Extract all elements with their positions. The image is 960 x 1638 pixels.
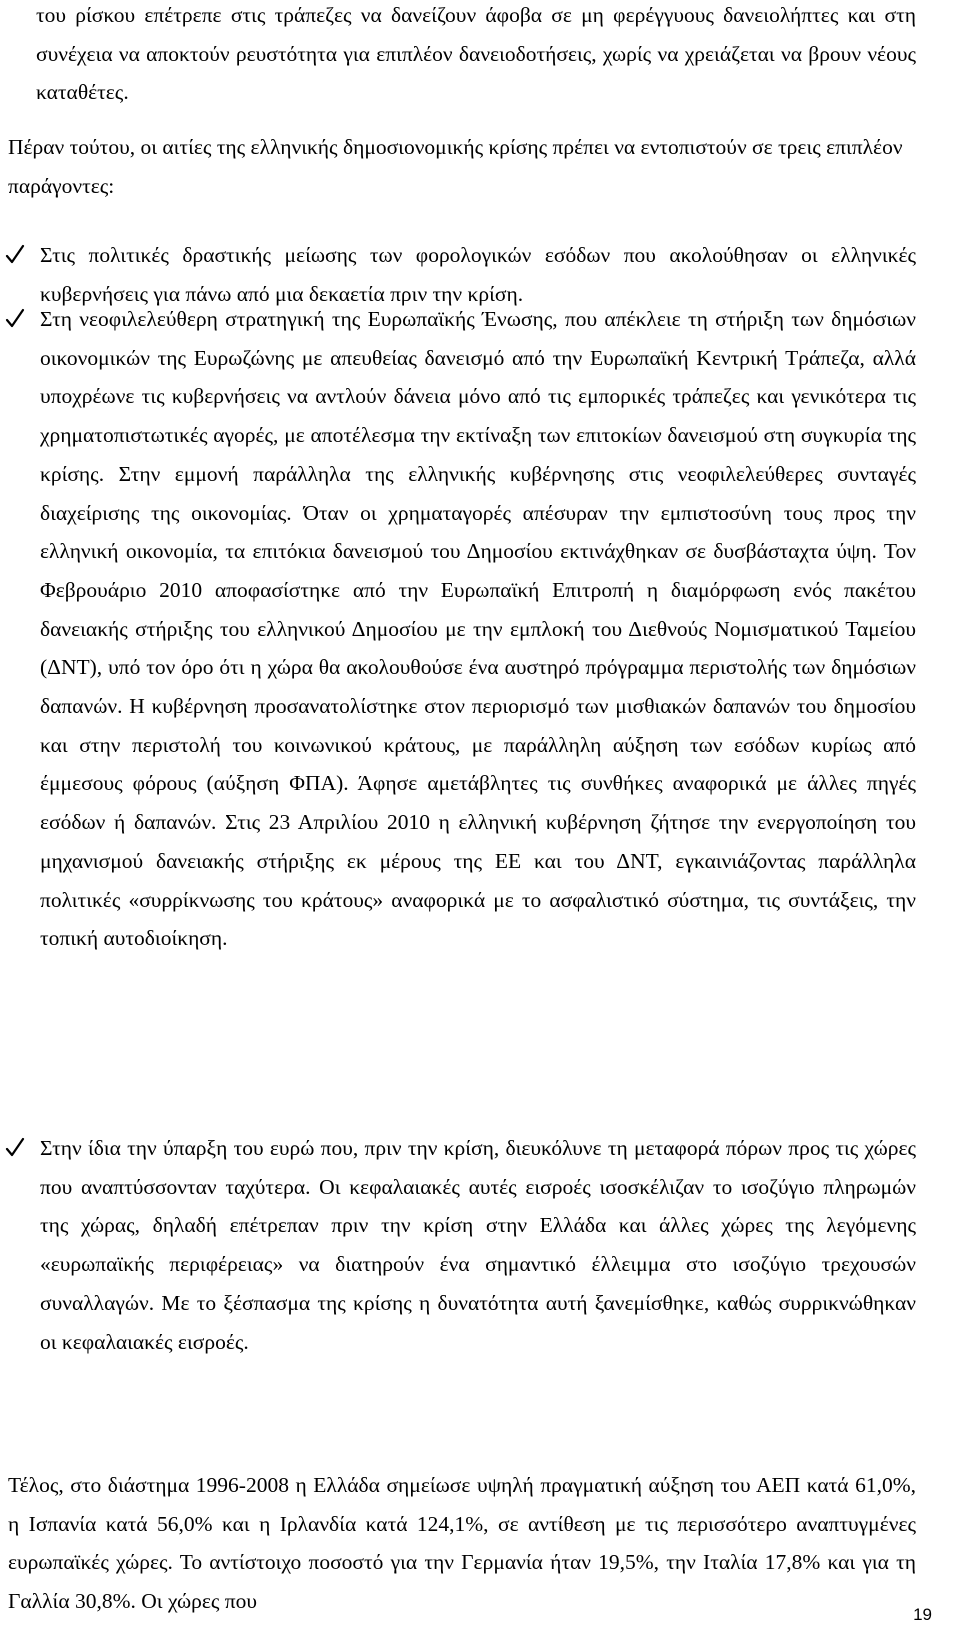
paragraph-top: του ρίσκου επέτρεπε στις τράπεζες να δανείζουν άφοβα σε μη φερέγγυους δανειολήπτες και στη συνέχεια να αποκτούν ρευστότητα για επιπλέον δανειοδοτήσεις, χωρίς να χρειάζεται να βρουν νέους καταθέτες. [36, 3, 916, 105]
checkmark-icon [4, 236, 28, 274]
checkmark-icon [4, 1129, 28, 1167]
bullet-item-2 [40, 300, 916, 958]
bullet-text-2: Στη νεοφιλελεύθερη στρατηγική της Ευρωπαϊκής Ένωσης, που απέκλειε τη στήριξη των δημόσιων οικονομικών της Ευρωζώνης με απευθείας δανεισμό από την Ευρωπαϊκή Κεντρική Τράπεζα, αλλά υποχρέωνε τις κυβερνήσεις να αντλούν δάνεια μόνο από τις εμπορικές τράπεζες και γενικότερα τις χρηματοπιστωτικές αγορές, με αποτέλεσμα την εκτίναξη των επιτοκίων δανεισμού στη συγκυρία της κρίσης. Στην εμμονή παράλληλα της ελληνικής κυβέρνησης στις νεοφιλελεύθερες συνταγές διαχείρισης της οικονομίας. Όταν οι χρηματαγορές απέσυραν την εμπιστοσύνη τους προς την ελληνική οικονομία, τα επιτόκια δανεισμού του Δημοσίου εκτινάχθηκαν σε δυσβάσταχτα ύψη. Τον Φεβρουάριο 2010 αποφασίστηκε από την Ευρωπαϊκή Επιτροπή η διαμόρφωση ενός πακέτου δανειακής στήριξης του ελληνικού Δημοσίου με την εμπλοκή του Διεθνούς Νομισματικού Ταμείου (ΔΝΤ), υπό τον όρο ότι η χώρα θα ακολουθούσε ένα αυστηρό πρόγραμμα περιστολής των δημόσιων δαπανών. Η κυβέρνηση προσανατολίστηκε στον περιορισμό των μισθιακών δαπανών του δημοσίου και στην περιστολή του κοινωνικού κράτους, με παράλληλη αύξηση των εσόδων κυρίως από έμμεσους φόρους (αύξηση ΦΠΑ). Άφησε αμετάβλητες τις συνθήκες αναφορικά με άλλες πηγές εσόδων ή δαπανών. Στις 23 Απριλίου 2010 η ελληνική κυβέρνηση ζήτησε την ενεργοποίηση του μηχανισμού δανειακής στήριξης εκ μέρους της ΕΕ και του ΔΝΤ, εγκαινιάζοντας παράλληλα πολιτικές «συρρίκνωσης του κράτους» αναφορικά με το ασφαλιστικό σύστημα, τις συντάξεις, την τοπική αυτοδιοίκηση. [40, 307, 916, 951]
bullet-item-3 [40, 1129, 916, 1361]
bullet-text-1: Στις πολιτικές δραστικής μείωσης των φορολογικών εσόδων που ακολούθησαν οι ελληνικές κυβερνήσεις για πάνω από μια δεκαετία πριν την κρίση. [40, 243, 916, 306]
checkmark-icon [4, 300, 28, 338]
page-number: 19 [913, 1605, 932, 1624]
bullet-text-3: Στην ίδια την ύπαρξη του ευρώ που, πριν την κρίση, διευκόλυνε τη μεταφορά πόρων προς τις χώρες που αναπτύσσονταν ταχύτερα. Οι κεφαλαιακές αυτές εισροές ισοσκέλιζαν το ισοζύγιο πληρωμών της χώρας, δηλαδή επέτρεπαν πριν την κρίση στην Ελλάδα και άλλες χώρες της λεγόμενης «ευρωπαϊκής περιφέρειας» να διατηρούν ένα σημαντικό έλλειμμα στο ισοζύγιο τρεχουσών συναλλαγών. Με το ξέσπασμα της κρίσης η δυνατότητα αυτή ξανεμίσθηκε, καθώς συρρικνώθηκαν οι κεφαλαιακές εισροές. [40, 1136, 916, 1354]
paragraph-final: Τέλος, στο διάστημα 1996-2008 η Ελλάδα σημείωσε υψηλή πραγματική αύξηση του ΑΕΠ κατά 61,0%, η Ισπανία κατά 56,0% και η Ιρλανδία κατά 124,1%, σε αντίθεση με τις περισσότερο αναπτυγμένες ευρωπαϊκές χώρες. Το αντίστοιχο ποσοστό για την Γερμανία ήταν 19,5%, την Ιταλία 17,8% και για τη Γαλλία 30,8%. Οι χώρες που [8, 1473, 916, 1614]
paragraph-intro: Πέραν τούτου, οι αιτίες της ελληνικής δημοσιονομικής κρίσης πρέπει να εντοπιστούν σε τρεις επιπλέον παράγοντες: [8, 135, 903, 198]
